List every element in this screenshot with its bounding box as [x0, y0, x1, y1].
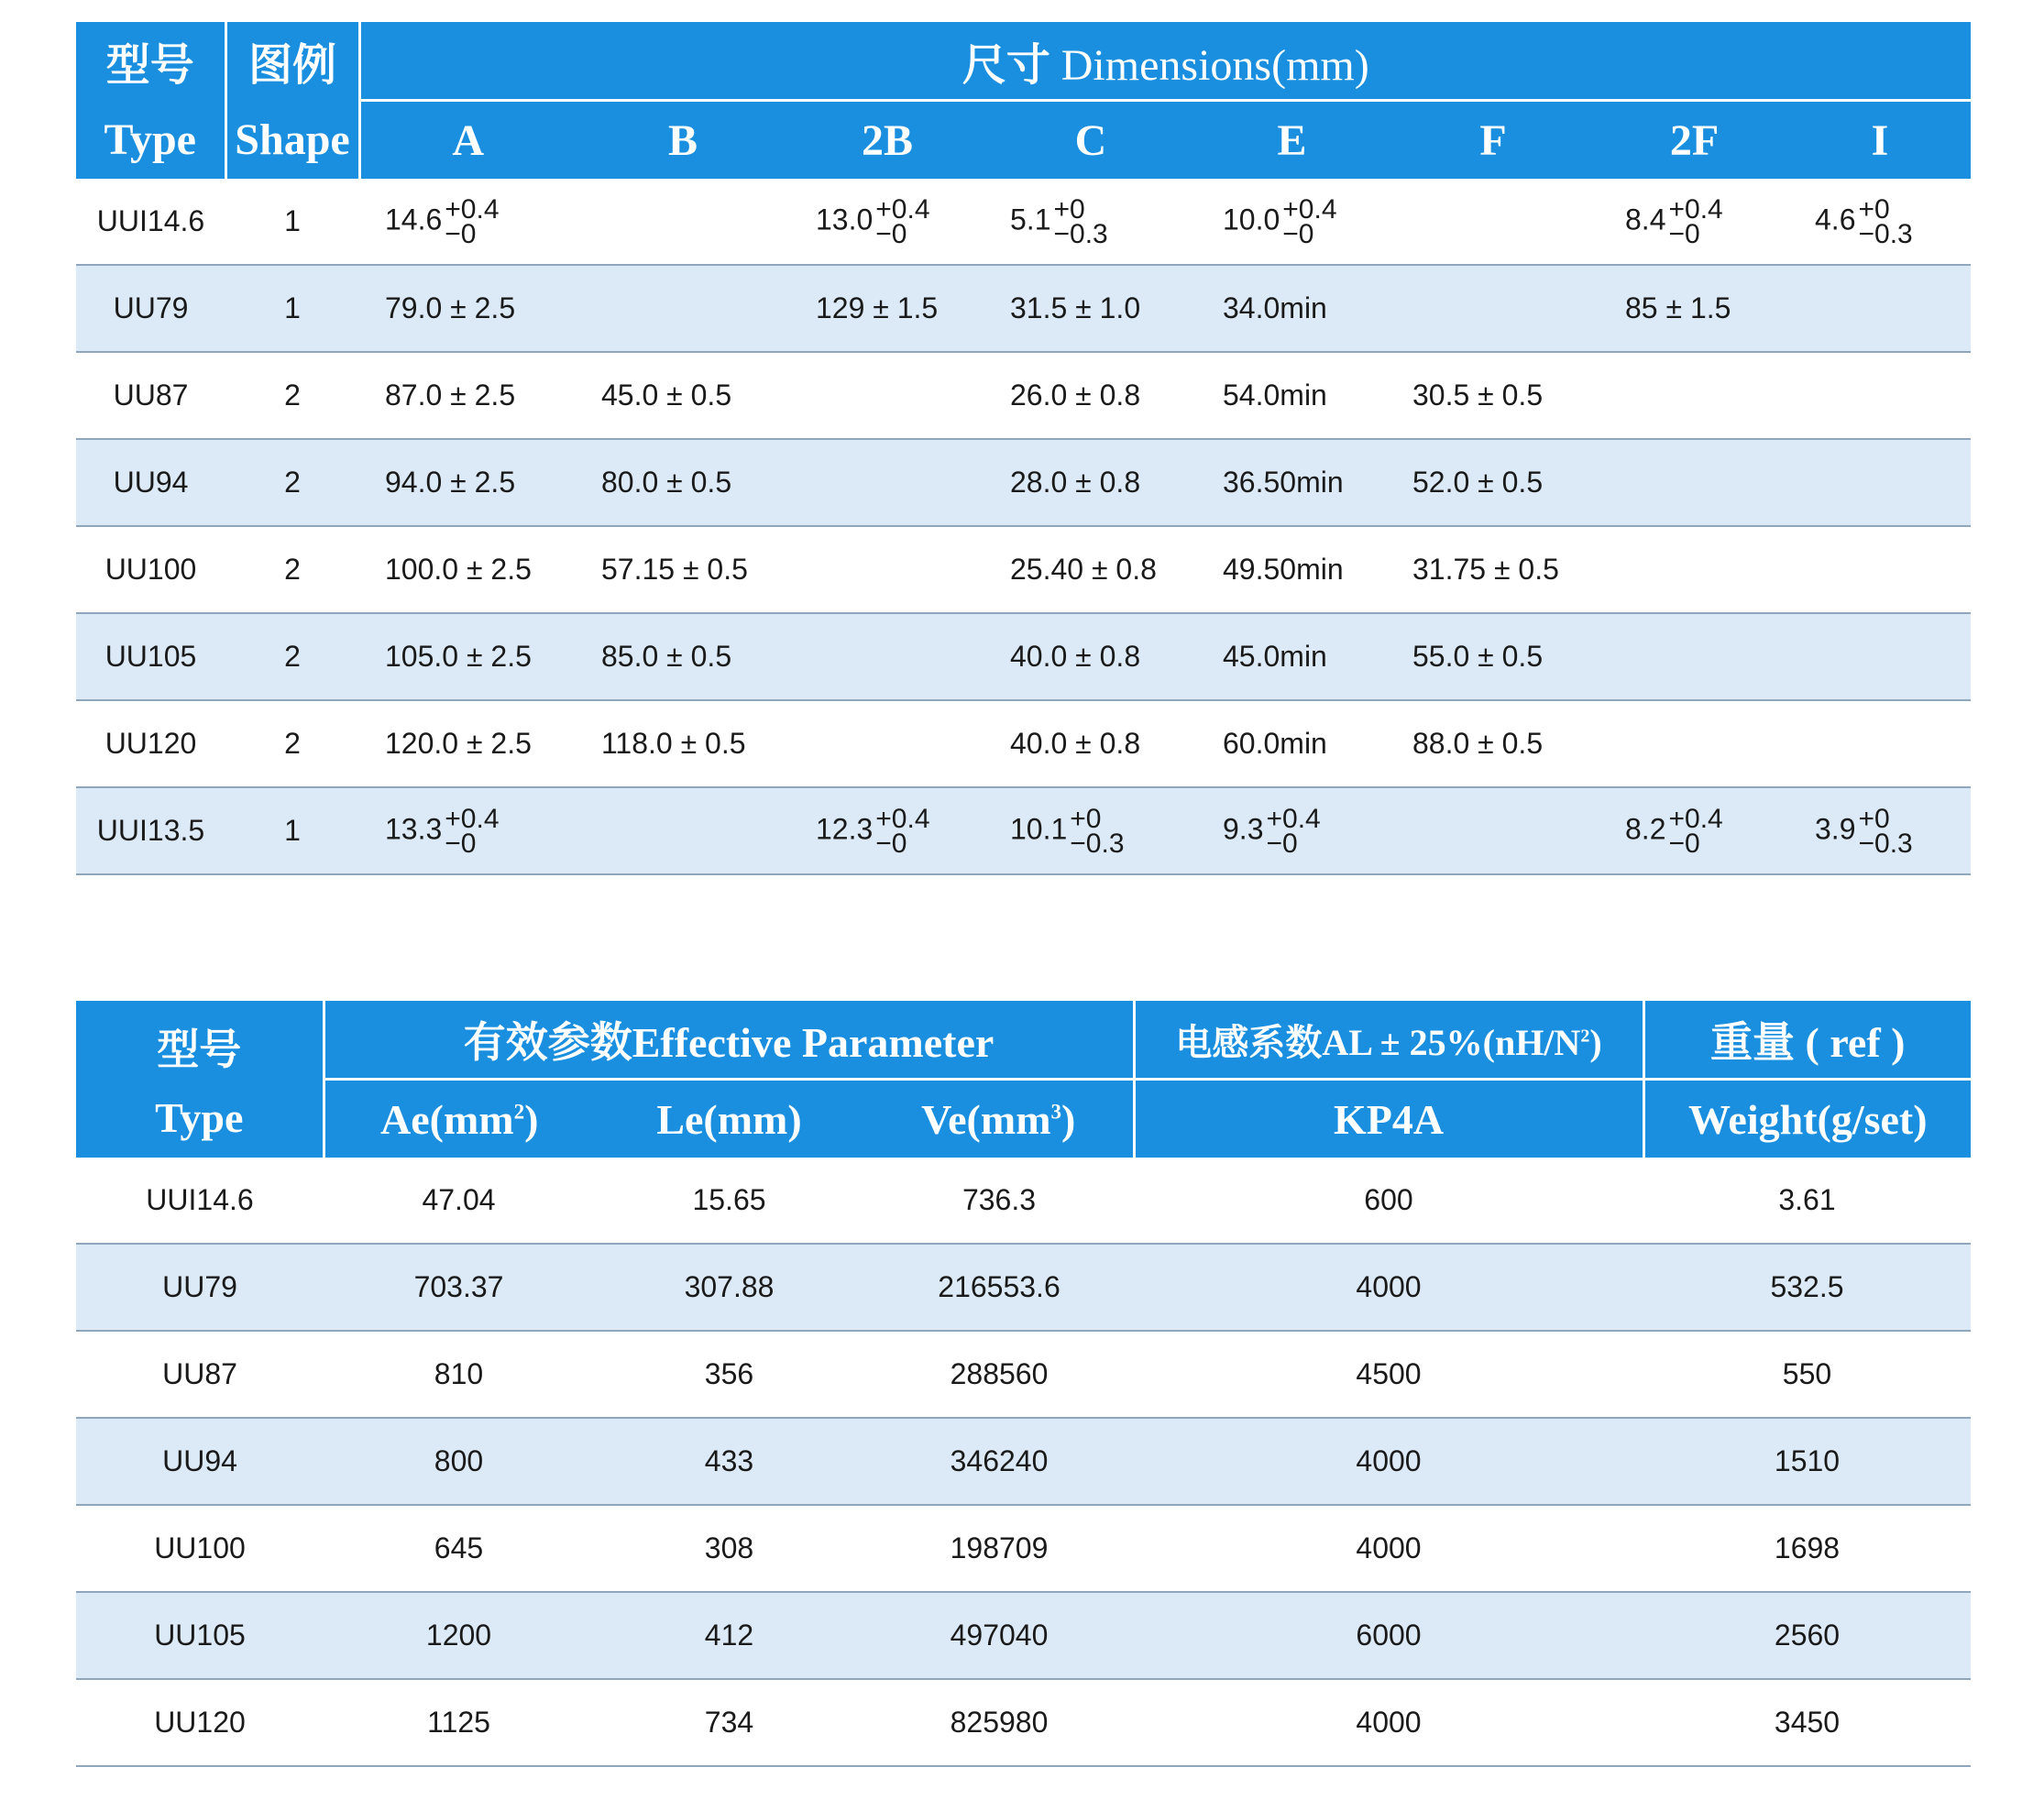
- dim-cell-a: 120.0 ± 2.5: [359, 700, 576, 787]
- tolerance-lower: −0: [875, 828, 907, 859]
- dim-col-header-b: B: [576, 101, 790, 180]
- dim-cell-c: 40.0 ± 0.8: [984, 613, 1197, 700]
- dim-value: 4.6: [1815, 202, 1856, 236]
- tolerance: [1266, 803, 1321, 859]
- type-cell: UU94: [76, 439, 225, 526]
- table-row: [76, 352, 1971, 439]
- type-cell: UU105: [76, 613, 225, 700]
- dim-cell-c: [984, 179, 1197, 265]
- dim-cell-b: 85.0 ± 0.5: [576, 613, 790, 700]
- dim-cell-i: [1789, 613, 1971, 700]
- dimensions-table: [76, 22, 1971, 875]
- dim-cell-i: [1789, 700, 1971, 787]
- dim-value: 9.3: [1223, 811, 1264, 845]
- dim-cell-b2: [790, 787, 984, 874]
- tolerance-upper: +0: [1858, 803, 1890, 834]
- dim-cell-f: [1387, 179, 1599, 265]
- eff-cell-type: UU94: [76, 1418, 324, 1505]
- eff-cell-ve: 198709: [864, 1505, 1134, 1592]
- type-cell: UUI13.5: [76, 787, 225, 874]
- le-header: Le(mm): [594, 1080, 864, 1158]
- dim-cell-c: 31.5 ± 1.0: [984, 265, 1197, 352]
- effective-parameter-table: [76, 1001, 1971, 1767]
- ve-header-label: Ve(mm: [921, 1095, 1051, 1143]
- type-header-cn: 型号: [76, 22, 225, 101]
- tolerance: [1282, 193, 1337, 249]
- al-header-pre: 电感系数AL ± 25%(nH/N: [1175, 1021, 1581, 1063]
- dim-cell-i: [1789, 526, 1971, 613]
- dim-cell-b2: [790, 613, 984, 700]
- type-cell: UU100: [76, 526, 225, 613]
- table-row: [76, 1505, 1971, 1592]
- eff-cell-le: 15.65: [594, 1158, 864, 1244]
- shape-cell: 2: [225, 352, 359, 439]
- dim-cell-b2: [790, 700, 984, 787]
- ve-header-exp: 3: [1050, 1100, 1062, 1124]
- eff-cell-le: 308: [594, 1505, 864, 1592]
- tolerance-lower: −0: [1668, 828, 1700, 859]
- tolerance: [1668, 803, 1723, 859]
- eff-cell-type: UU87: [76, 1331, 324, 1418]
- tolerance-lower: −0: [1668, 218, 1700, 249]
- eff-cell-ve: 736.3: [864, 1158, 1134, 1244]
- dimensions-header: [359, 22, 1971, 101]
- table-row: [76, 787, 1971, 874]
- al-header-exp: 2: [1580, 1026, 1590, 1047]
- tolerance-lower: −0.3: [1070, 828, 1125, 859]
- table-row: [76, 700, 1971, 787]
- eff-cell-ve: 346240: [864, 1418, 1134, 1505]
- tolerance-lower: −0: [1266, 828, 1298, 859]
- eff-cell-weight: 3.61: [1643, 1158, 1971, 1244]
- tolerance: [1858, 803, 1913, 859]
- type-cell: UU120: [76, 700, 225, 787]
- dim-cell-c: 40.0 ± 0.8: [984, 700, 1197, 787]
- ae-header: $Ae(mm^2)$: [324, 1080, 594, 1158]
- eff-cell-le: 433: [594, 1418, 864, 1505]
- eff-cell-weight: 532.5: [1643, 1244, 1971, 1331]
- dim-cell-e: 54.0min: [1197, 352, 1387, 439]
- eff-cell-type: UUI14.6: [76, 1158, 324, 1244]
- weight-header: 重量 ( ref ): [1643, 1001, 1971, 1080]
- shape-cell: 2: [225, 526, 359, 613]
- eff-cell-ae: 47.04: [324, 1158, 594, 1244]
- tolerance-lower: −0: [445, 828, 477, 859]
- eff-cell-weight: 3450: [1643, 1679, 1971, 1766]
- eff-cell-al: 4000: [1134, 1505, 1643, 1592]
- dim-cell-b2: [790, 352, 984, 439]
- eff-cell-type: UU120: [76, 1679, 324, 1766]
- shape-cell: 1: [225, 265, 359, 352]
- eff-cell-al: 4000: [1134, 1679, 1643, 1766]
- type-cell: UU87: [76, 352, 225, 439]
- dim-cell-c: [984, 787, 1197, 874]
- eff-cell-weight: 1698: [1643, 1505, 1971, 1592]
- eff-cell-ae: 800: [324, 1418, 594, 1505]
- dim-cell-f2: [1599, 352, 1789, 439]
- dim-cell-f: 55.0 ± 0.5: [1387, 613, 1599, 700]
- eff-cell-le: 734: [594, 1679, 864, 1766]
- eff-param-header: 有效参数Effective Parameter: [324, 1001, 1134, 1080]
- shape-cell: 1: [225, 179, 359, 265]
- dim-value: 10.0: [1223, 202, 1280, 236]
- eff-cell-weight: 550: [1643, 1331, 1971, 1418]
- dim-cell-b2: [790, 179, 984, 265]
- dim-cell-f2: [1599, 179, 1789, 265]
- eff-cell-al: 600: [1134, 1158, 1643, 1244]
- dim-cell-c: 28.0 ± 0.8: [984, 439, 1197, 526]
- dim-cell-e: 36.50min: [1197, 439, 1387, 526]
- dim-cell-b2: 129 ± 1.5: [790, 265, 984, 352]
- type-cell: UU79: [76, 265, 225, 352]
- dim-cell-e: [1197, 179, 1387, 265]
- eff-cell-ve: 288560: [864, 1331, 1134, 1418]
- dim-cell-b2: [790, 526, 984, 613]
- eff-cell-ae: 1200: [324, 1592, 594, 1679]
- dim-cell-a: 87.0 ± 2.5: [359, 352, 576, 439]
- table-row: [76, 1244, 1971, 1331]
- dim-cell-b2: [790, 439, 984, 526]
- dim-cell-a: 100.0 ± 2.5: [359, 526, 576, 613]
- dim-value: 12.3: [816, 811, 874, 845]
- eff-cell-ae: 810: [324, 1331, 594, 1418]
- eff-cell-al: 4000: [1134, 1244, 1643, 1331]
- type-cell: UUI14.6: [76, 179, 225, 265]
- dim-cell-f2: [1599, 439, 1789, 526]
- dim-cell-c: 25.40 ± 0.8: [984, 526, 1197, 613]
- tolerance: [875, 803, 930, 859]
- tolerance-upper: +0.4: [1668, 803, 1723, 834]
- eff-cell-weight: 1510: [1643, 1418, 1971, 1505]
- tolerance-lower: −0: [1282, 218, 1314, 249]
- eff-cell-type: UU105: [76, 1592, 324, 1679]
- dim-cell-b: [576, 179, 790, 265]
- ae-header-label: Ae(mm: [380, 1095, 514, 1143]
- dim-value: 8.2: [1625, 811, 1666, 845]
- tolerance-upper: +0.4: [1282, 193, 1337, 225]
- dim-value: 13.3: [385, 811, 443, 845]
- table-row: [76, 1592, 1971, 1679]
- tolerance-upper: +0: [1053, 193, 1085, 225]
- eff-cell-ae: 645: [324, 1505, 594, 1592]
- tolerance-lower: −0: [875, 218, 907, 249]
- dim-cell-f2: [1599, 700, 1789, 787]
- dimensions-header-en: Dimensions(mm): [1060, 40, 1369, 90]
- eff-cell-ve: 825980: [864, 1679, 1134, 1766]
- dim-cell-i: [1789, 439, 1971, 526]
- dim-cell-a: [359, 787, 576, 874]
- dim-cell-f2: [1599, 613, 1789, 700]
- tolerance-lower: −0.3: [1858, 218, 1913, 249]
- tolerance-upper: +0.4: [1668, 193, 1723, 225]
- eff-type-header-cn: 型号: [157, 1026, 242, 1073]
- shape-cell: 2: [225, 613, 359, 700]
- dimensions-header-cn: 尺寸: [962, 40, 1050, 90]
- al-header-post: ): [1589, 1021, 1602, 1063]
- tolerance: [445, 193, 500, 249]
- dim-cell-b: [576, 787, 790, 874]
- dim-cell-e: [1197, 787, 1387, 874]
- tolerance-upper: +0.4: [875, 803, 930, 834]
- eff-cell-al: 4000: [1134, 1418, 1643, 1505]
- eff-cell-al: 4500: [1134, 1331, 1643, 1418]
- dim-col-header-e: E: [1197, 101, 1387, 180]
- eff-cell-le: 412: [594, 1592, 864, 1679]
- table-row: [76, 439, 1971, 526]
- eff-cell-le: 307.88: [594, 1244, 864, 1331]
- dim-cell-e: 45.0min: [1197, 613, 1387, 700]
- shape-cell: 2: [225, 700, 359, 787]
- dim-col-header-f: F: [1387, 101, 1599, 180]
- dim-cell-b: 118.0 ± 0.5: [576, 700, 790, 787]
- tolerance-lower: −0.3: [1858, 828, 1913, 859]
- dim-cell-a: 105.0 ± 2.5: [359, 613, 576, 700]
- dim-cell-e: 49.50min: [1197, 526, 1387, 613]
- eff-cell-type: UU79: [76, 1244, 324, 1331]
- ve-header: $Ve(mm^3)$: [864, 1080, 1134, 1158]
- dim-cell-f2: [1599, 787, 1789, 874]
- shape-header-en: Shape: [225, 101, 359, 180]
- dim-value: 8.4: [1625, 202, 1666, 236]
- eff-type-header: [76, 1001, 324, 1158]
- dim-cell-f2: [1599, 526, 1789, 613]
- eff-cell-al: 6000: [1134, 1592, 1643, 1679]
- dim-value: 5.1: [1010, 202, 1051, 236]
- dim-cell-f: 31.75 ± 0.5: [1387, 526, 1599, 613]
- dim-cell-a: 94.0 ± 2.5: [359, 439, 576, 526]
- eff-cell-le: 356: [594, 1331, 864, 1418]
- tolerance-lower: −0: [445, 218, 477, 249]
- table-row: [76, 526, 1971, 613]
- tolerance: [445, 803, 500, 859]
- dim-cell-f: [1387, 787, 1599, 874]
- dim-cell-b: 80.0 ± 0.5: [576, 439, 790, 526]
- dim-col-header-f2: 2F: [1599, 101, 1789, 180]
- type-header-en: Type: [76, 101, 225, 180]
- dim-cell-f: 52.0 ± 0.5: [1387, 439, 1599, 526]
- shape-cell: 2: [225, 439, 359, 526]
- dim-cell-i: [1789, 179, 1971, 265]
- dim-cell-b: 57.15 ± 0.5: [576, 526, 790, 613]
- eff-cell-type: UU100: [76, 1505, 324, 1592]
- table-row: [76, 179, 1971, 265]
- eff-type-header-en: Type: [155, 1094, 244, 1141]
- dim-col-header-b2: 2B: [790, 101, 984, 180]
- tolerance-upper: +0.4: [445, 803, 500, 834]
- table-row: [76, 1331, 1971, 1418]
- table-row: [76, 613, 1971, 700]
- dim-value: 14.6: [385, 202, 443, 236]
- dim-cell-f2: 85 ± 1.5: [1599, 265, 1789, 352]
- dim-value: 13.0: [816, 202, 874, 236]
- shape-cell: 1: [225, 787, 359, 874]
- shape-header-cn: 图例: [225, 22, 359, 101]
- dim-cell-a: 79.0 ± 2.5: [359, 265, 576, 352]
- dim-cell-e: 60.0min: [1197, 700, 1387, 787]
- eff-cell-ae: 1125: [324, 1679, 594, 1766]
- tolerance: [1668, 193, 1723, 249]
- al-header: [1134, 1001, 1643, 1080]
- eff-cell-ae: 703.37: [324, 1244, 594, 1331]
- weight-unit-header: Weight(g/set): [1643, 1080, 1971, 1158]
- table-row: [76, 1679, 1971, 1766]
- al-material-header: KP4A: [1134, 1080, 1643, 1158]
- table-row: [76, 265, 1971, 352]
- tolerance-upper: +0: [1070, 803, 1102, 834]
- dim-value: 3.9: [1815, 811, 1856, 845]
- dim-cell-c: 26.0 ± 0.8: [984, 352, 1197, 439]
- tolerance: [1070, 803, 1125, 859]
- tolerance-upper: +0: [1858, 193, 1890, 225]
- tolerance: [875, 193, 930, 249]
- table-row: [76, 1158, 1971, 1244]
- tolerance: [1053, 193, 1108, 249]
- dim-cell-e: 34.0min: [1197, 265, 1387, 352]
- dim-col-header-a: A: [359, 101, 576, 180]
- dim-cell-f: 88.0 ± 0.5: [1387, 700, 1599, 787]
- dim-cell-a: [359, 179, 576, 265]
- eff-cell-weight: 2560: [1643, 1592, 1971, 1679]
- eff-cell-ve: 216553.6: [864, 1244, 1134, 1331]
- dim-cell-i: [1789, 352, 1971, 439]
- dim-cell-i: [1789, 265, 1971, 352]
- dim-cell-b: 45.0 ± 0.5: [576, 352, 790, 439]
- tolerance: [1858, 193, 1913, 249]
- tolerance-upper: +0.4: [875, 193, 930, 225]
- eff-cell-ve: 497040: [864, 1592, 1134, 1679]
- dim-cell-f: 30.5 ± 0.5: [1387, 352, 1599, 439]
- tolerance-upper: +0.4: [445, 193, 500, 225]
- table-row: [76, 1418, 1971, 1505]
- tolerance-upper: +0.4: [1266, 803, 1321, 834]
- dim-cell-b: [576, 265, 790, 352]
- dim-cell-i: [1789, 787, 1971, 874]
- ae-header-exp: 2: [513, 1100, 525, 1124]
- dim-cell-f: [1387, 265, 1599, 352]
- dim-col-header-c: C: [984, 101, 1197, 180]
- dim-col-header-i: I: [1789, 101, 1971, 180]
- tolerance-lower: −0.3: [1053, 218, 1108, 249]
- dim-value: 10.1: [1010, 811, 1068, 845]
